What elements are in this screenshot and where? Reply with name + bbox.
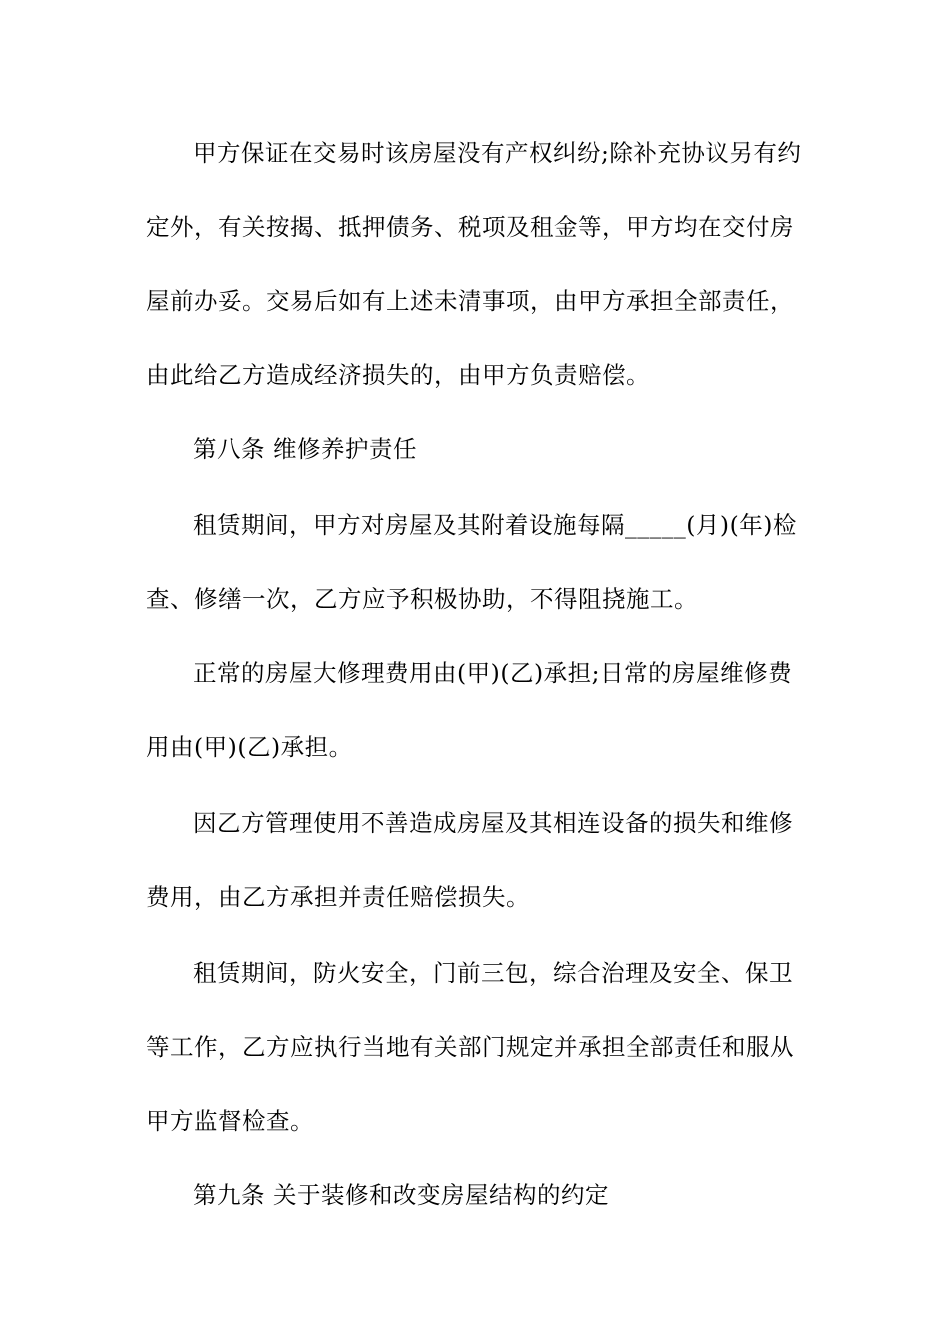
paragraph-line: 定外，有关按揭、抵押债务、税项及租金等，甲方均在交付房	[146, 213, 794, 241]
paragraph-line: 费用，由乙方承担并责任赔偿损失。	[146, 883, 530, 911]
paragraph-line: 甲方保证在交易时该房屋没有产权纠纷;除补充协议另有约	[193, 139, 802, 167]
paragraph-line: 正常的房屋大修理费用由(甲)(乙)承担;日常的房屋维修费	[193, 659, 793, 687]
paragraph-line: 等工作，乙方应执行当地有关部门规定并承担全部责任和服从	[146, 1033, 794, 1061]
paragraph-line: 由此给乙方造成经济损失的，由甲方负责赔偿。	[146, 361, 650, 389]
section-heading: 第八条 维修养护责任	[193, 435, 417, 463]
paragraph-line: 租赁期间，防火安全，门前三包，综合治理及安全、保卫	[193, 959, 793, 987]
paragraph-line: 查、修缮一次，乙方应予积极协助，不得阻挠施工。	[146, 585, 698, 613]
paragraph-line: 甲方监督检查。	[146, 1107, 314, 1135]
paragraph-line: 因乙方管理使用不善造成房屋及其相连设备的损失和维修	[193, 809, 793, 837]
section-heading: 第九条 关于装修和改变房屋结构的约定	[193, 1181, 609, 1209]
paragraph-line: 租赁期间，甲方对房屋及其附着设施每隔_____(月)(年)检	[193, 511, 797, 539]
paragraph-line: 用由(甲)(乙)承担。	[146, 733, 353, 761]
paragraph-line: 屋前办妥。交易后如有上述未清事项，由甲方承担全部责任，	[146, 287, 794, 315]
